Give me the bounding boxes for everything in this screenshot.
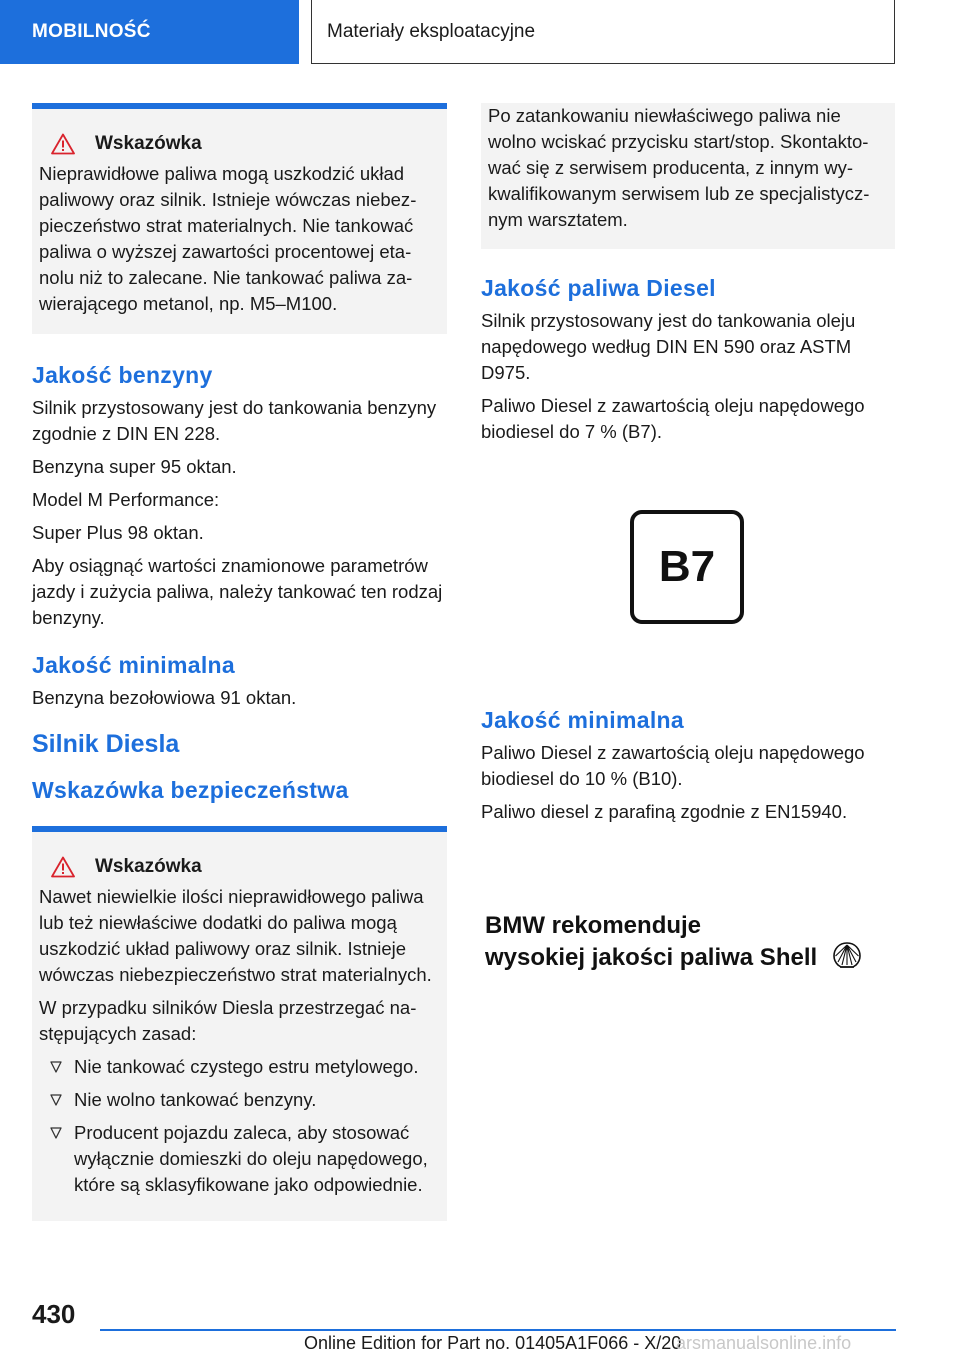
diesel-quality-text: Silnik przystosowany jest do tankowania oleju napędowego według DIN EN 590 oraz ASTM D975. [481, 310, 856, 383]
super-plus-text: Super Plus 98 oktan. [32, 522, 204, 543]
min-petrol-heading: Jakość minimalna [32, 652, 235, 678]
bmw-shell-ad [485, 910, 895, 973]
note-continued-text: Po zatankowaniu niewłaściwego paliwa nie wolno wciskać przycisku start/stop. Skontaktować się z serwisem producenta, z innym wykwalifikowanym serwisem lub ze specjalistycznym warsztatem. [488, 105, 870, 230]
watermark: arsmanualsonline.info [676, 1333, 852, 1353]
ad-line-2-wrap [485, 941, 895, 973]
m-performance-label: Model M Performance: [32, 489, 220, 510]
min-diesel-heading: Jakość minimalna [481, 707, 684, 733]
section-title: MOBILNOŚĆ [32, 21, 151, 42]
shell-logo-icon [832, 941, 862, 969]
min-diesel-text: Paliwo Diesel z zawartością oleju napędowego biodiesel do 10 % (B10). [481, 742, 865, 789]
list-item [39, 1054, 437, 1080]
paraffin-diesel-text: Paliwo diesel z parafiną zgodnie z EN15940. [481, 801, 848, 822]
note-title: Wskazówka [95, 133, 202, 154]
safety-note-heading: Wskazówka bezpieczeństwa [32, 777, 349, 803]
diesel-rules-list [39, 1054, 437, 1198]
chapter-title-box [311, 0, 895, 64]
b7-fuel-label [630, 510, 744, 624]
biodiesel-b7-text: Paliwo Diesel z zawartością oleju napędowego biodiesel do 7 % (B7). [481, 395, 865, 442]
triangle-bullet-icon [50, 1127, 62, 1139]
triangle-bullet-icon [50, 1061, 62, 1073]
warning-triangle-icon [51, 856, 75, 878]
warning-triangle-icon [51, 133, 75, 155]
note-text: Nieprawidłowe paliwa mogą uszkodzić układ paliwowy oraz silnik. Istnieje wówczas niebezpieczeństwo strat materialnych. Nie tankować paliwa o wyższej zawartości procentowej etanolu niż to zalecane. Nie tankować paliwa zawierającego metanol, np. M5–M100. [39, 163, 417, 314]
chapter-title: Materiały eksploatacyjne [327, 20, 536, 42]
note-title: Wskazówka [95, 856, 202, 877]
petrol-quality-text: Silnik przystosowany jest do tankowania benzyny zgodnie z DIN EN 228. [32, 397, 437, 444]
note-header [51, 133, 437, 155]
diesel-note-text: Nawet niewielkie ilości nieprawidłowego paliwa lub też niewłaściwe dodatki do paliwa mogą uszkodzić układ paliwowy oraz silnik. Istnieje wówczas niebezpieczeństwo strat materialnych. [39, 886, 432, 985]
petrol-recommendation-text: Aby osiągnąć wartości znamionowe parametrów jazdy i zużycia paliwa, należy tankować ten rodzaj benzyny. [32, 555, 443, 628]
diesel-warning-note [32, 826, 447, 1221]
list-item-text: Nie wolno tankować benzyny. [74, 1089, 317, 1110]
warning-note-continued [481, 103, 895, 249]
petrol-quality-heading: Jakość benzyny [32, 362, 213, 388]
diesel-rules-intro: W przypadku silników Diesla przestrzegać następujących zasad: [39, 997, 417, 1044]
footer-divider [100, 1329, 896, 1331]
petrol-octane-text: Benzyna super 95 oktan. [32, 456, 237, 477]
triangle-bullet-icon [50, 1094, 62, 1106]
diesel-engine-heading: Silnik Diesla [32, 730, 180, 758]
list-item [39, 1087, 437, 1113]
diesel-quality-heading: Jakość paliwa Diesel [481, 275, 716, 301]
min-petrol-text: Benzyna bezołowiowa 91 oktan. [32, 687, 297, 708]
ad-line-1: BMW rekomenduje [485, 912, 702, 939]
edition-info: Online Edition for Part no. 01405A1F066 - X/20 [304, 1333, 682, 1353]
page-number: 430 [32, 1299, 76, 1329]
warning-note [32, 103, 447, 334]
right-column-lower [481, 707, 895, 832]
section-tab [0, 0, 299, 64]
list-item [39, 1120, 437, 1198]
ad-line-2: wysokiej jakości paliwa Shell [485, 944, 818, 971]
note-header [51, 856, 437, 878]
list-item-text: Producent pojazdu zaleca, aby stosować wyłącznie domieszki do oleju napędowego, które są sklasyfikowane jako odpowiednie. [74, 1122, 428, 1195]
list-item-text: Nie tankować czystego estru metylowego. [74, 1056, 419, 1077]
left-column [32, 103, 447, 1221]
right-column [481, 103, 895, 452]
b7-label-text: B7 [658, 542, 716, 591]
